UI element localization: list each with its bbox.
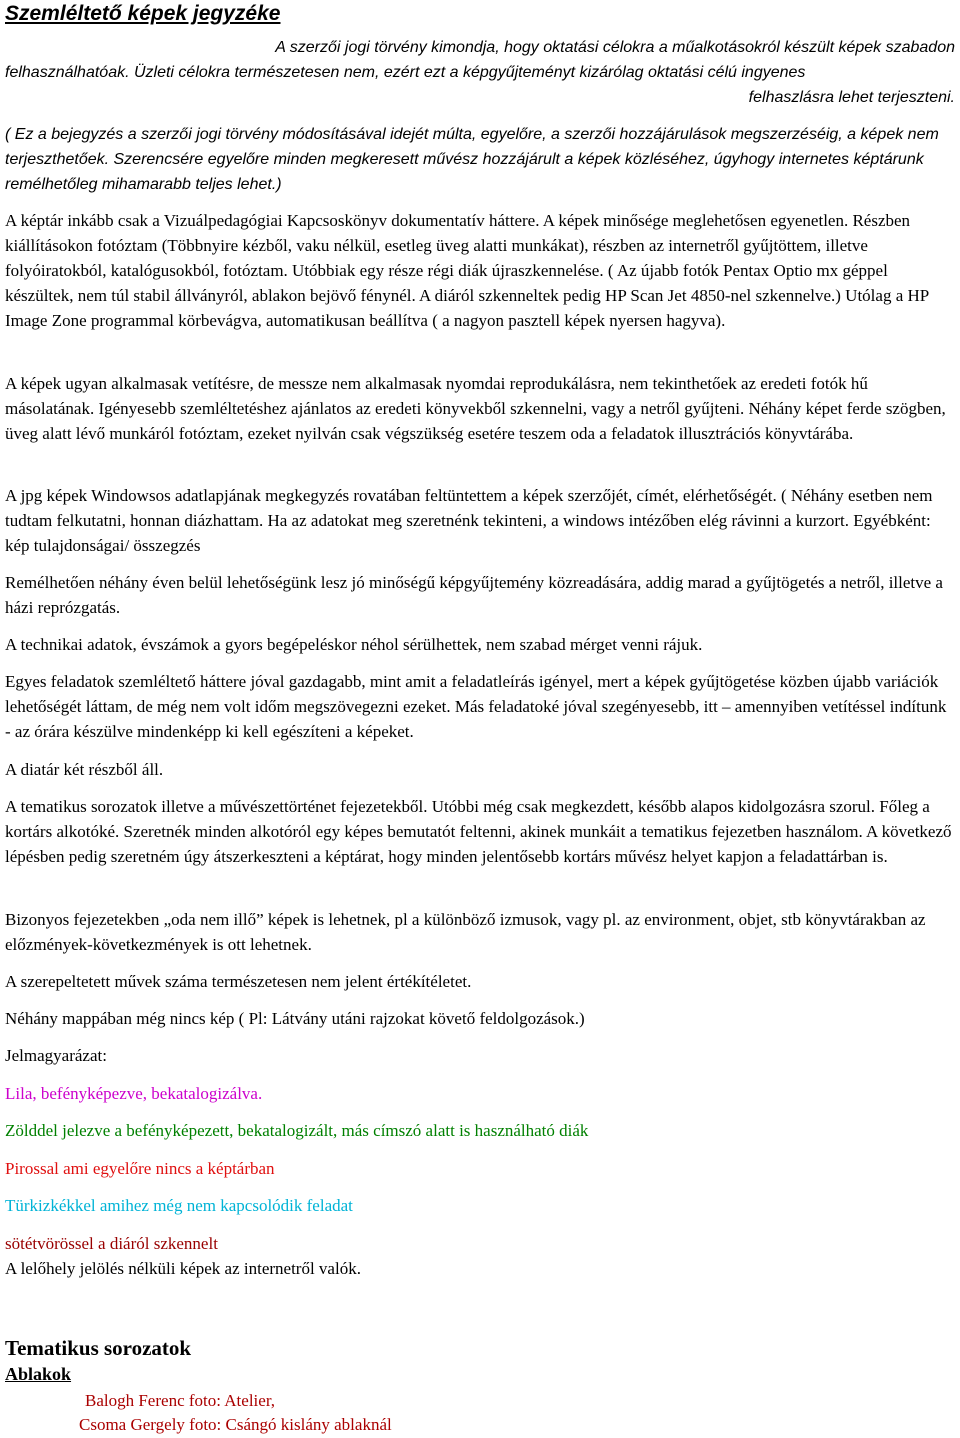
paragraph: A tematikus sorozatok illetve a művészettörténet fejezetekből. Utóbbi még csak megkezdett, később alapos kidolgozásra szorul. Főleg a kortárs alkotóké. Szeretnék minden alkotóról egy képes bemutatót feltenni, akinek munkáit a tematikus fejezetben használom. A következő lépésben pedig szeretném úgy átszerkeszteni a képtárat, hogy minden jelentősebb kortárs művész helyet kapjon a feladattárban is.	[5, 797, 952, 866]
legend-black: A lelőhely jelölés nélküli képek az internetről valók.	[5, 1259, 361, 1278]
paragraph: A képek ugyan alkalmasak vetítésre, de messze nem alkalmasak nyomdai reprodukálásra, nem tekinthetőek az eredeti fotók hű másolatának. Igényesebb szemléltetéshez ajánlatos az eredeti könyvekből szkennelni, vagy a netről gyűjteni. Néhány képet ferde szögben, üveg alatt lévő munkáról fotóztam, ezeket nyilván csak végszükség esetére teszem oda a feladatok illusztrációs könyvtárába.	[5, 374, 946, 443]
intro-line-3: felhaszlásra lehet terjeszteni.	[748, 89, 955, 106]
paragraph: Remélhetően néhány éven belül lehetőségünk lesz jó minőségű képgyűjtemény közreadására, addig marad a gyűjtögetés a netről, illetve a házi reprózgatás.	[5, 573, 943, 617]
paragraph: A diatár két részből áll.	[5, 760, 164, 779]
paragraph: A szerepeltetett művek száma természetesen nem jelent értékítéletet.	[5, 972, 472, 991]
intro-line-1: A szerzői jogi törvény kimondja, hogy oktatási célokra a műalkotásokról készült képek szabadon	[275, 39, 955, 56]
paragraph: A technikai adatok, évszámok a gyors begépeléskor néhol sérülhettek, nem szabad mérget venni rájuk.	[5, 635, 703, 654]
paragraph: A képtár inkább csak a Vizuálpedagógiai Kapcsoskönyv dokumentatív háttere. A képek minősége meglehetősen egyenetlen. Részben kiállításokon fotóztam (Többnyire kézből, vaku nélkül, esetleg üveg alatti munkákat), részben az internetről gyűjtöttem, illetve folyóiratokból, katalógusokból, fotóztam. Utóbbiak egy része régi diák újraszkennelése. ( Az újabb fotók Pentax Optio mx géppel készültek, nem túl stabil állványról, ablakon bejövő fénynél. A diáról szkenneltek pedig HP Scan Jet 4850-nel szkennelve.) Utólag a HP Image Zone programmal körbevágva, automatikusan beállítva ( a nagyon pasztell képek nyersen hagyva).	[5, 211, 929, 330]
legend-purple: Lila, befényképezve, bekatalogizálva.	[5, 1084, 263, 1103]
legend-green: Zölddel jelezve a befényképezett, bekatalogizált, más címszó alatt is használható diák	[5, 1121, 589, 1140]
page-title: Szemléltető képek jegyzéke	[5, 2, 281, 25]
legend-red: Pirossal ami egyelőre nincs a képtárban	[5, 1159, 275, 1178]
subsection-title: Ablakok	[5, 1364, 72, 1384]
list-item: Csoma Gergely foto: Csángó kislány ablaknál	[79, 1415, 392, 1434]
paragraph: Néhány mappában még nincs kép ( Pl: Látvány utáni rajzokat követő feldolgozások.)	[5, 1009, 585, 1028]
legend-darkred: sötétvörössel a diáról szkennelt	[5, 1234, 218, 1253]
paragraph: Egyes feladatok szemléltető háttere jóval gazdagabb, mint amit a feladatleírás igényel, mert a képek gyűjtögetése közben újabb variációk lehetőségét láttam, de még nem volt időm megszövegezni ezeket. Más feladatoké jóval szegényesebb, itt – amennyiben vetítéssel indítunk - az órára készülve mindenképp ki kell egészíteni a képeket.	[5, 672, 947, 741]
intro-line-2: felhasználhatóak. Üzleti célokra természetesen nem, ezért ezt a képgyűjteményt kizárólag oktatási célú ingyenes	[5, 64, 806, 81]
legend-cyan: Türkizkékkel amihez még nem kapcsolódik feladat	[5, 1196, 353, 1215]
list-item: Balogh Ferenc foto: Atelier,	[85, 1391, 276, 1410]
copyright-intro	[5, 35, 955, 110]
legend-heading: Jelmagyarázat:	[5, 1046, 107, 1065]
paragraph: Bizonyos fejezetekben „oda nem illő” képek is lehetnek, pl a különböző izmusok, vagy pl. az environment, objet, stb könyvtárakban az előzmények-következmények is ott lehetnek.	[5, 910, 926, 954]
paragraph: A jpg képek Windowsos adatlapjának megkegyzés rovatában feltüntettem a képek szerzőjét, címét, elérhetőségét. ( Néhány esetben nem tudtam felkutatni, honnan diázhattam. Ha az adatokat meg szeretnénk tekinteni, a windows intézőben elég rávinni a kurzort. Egyébként: kép tulajdonságai/ összegzés	[5, 486, 933, 555]
copyright-note: ( Ez a bejegyzés a szerzői jogi törvény módosításával idejét múlta, egyelőre, a szerzői hozzájárulások megszerzéséig, a képek nem terjeszthetőek. Szerencsére egyelőre minden megkeresett művész hozzájárult a képek közléséhez, úgyhogy internetes képtárunk remélhetőleg mihamarabb teljes lehet.)	[5, 126, 939, 193]
section-title: Tematikus sorozatok	[5, 1336, 192, 1360]
